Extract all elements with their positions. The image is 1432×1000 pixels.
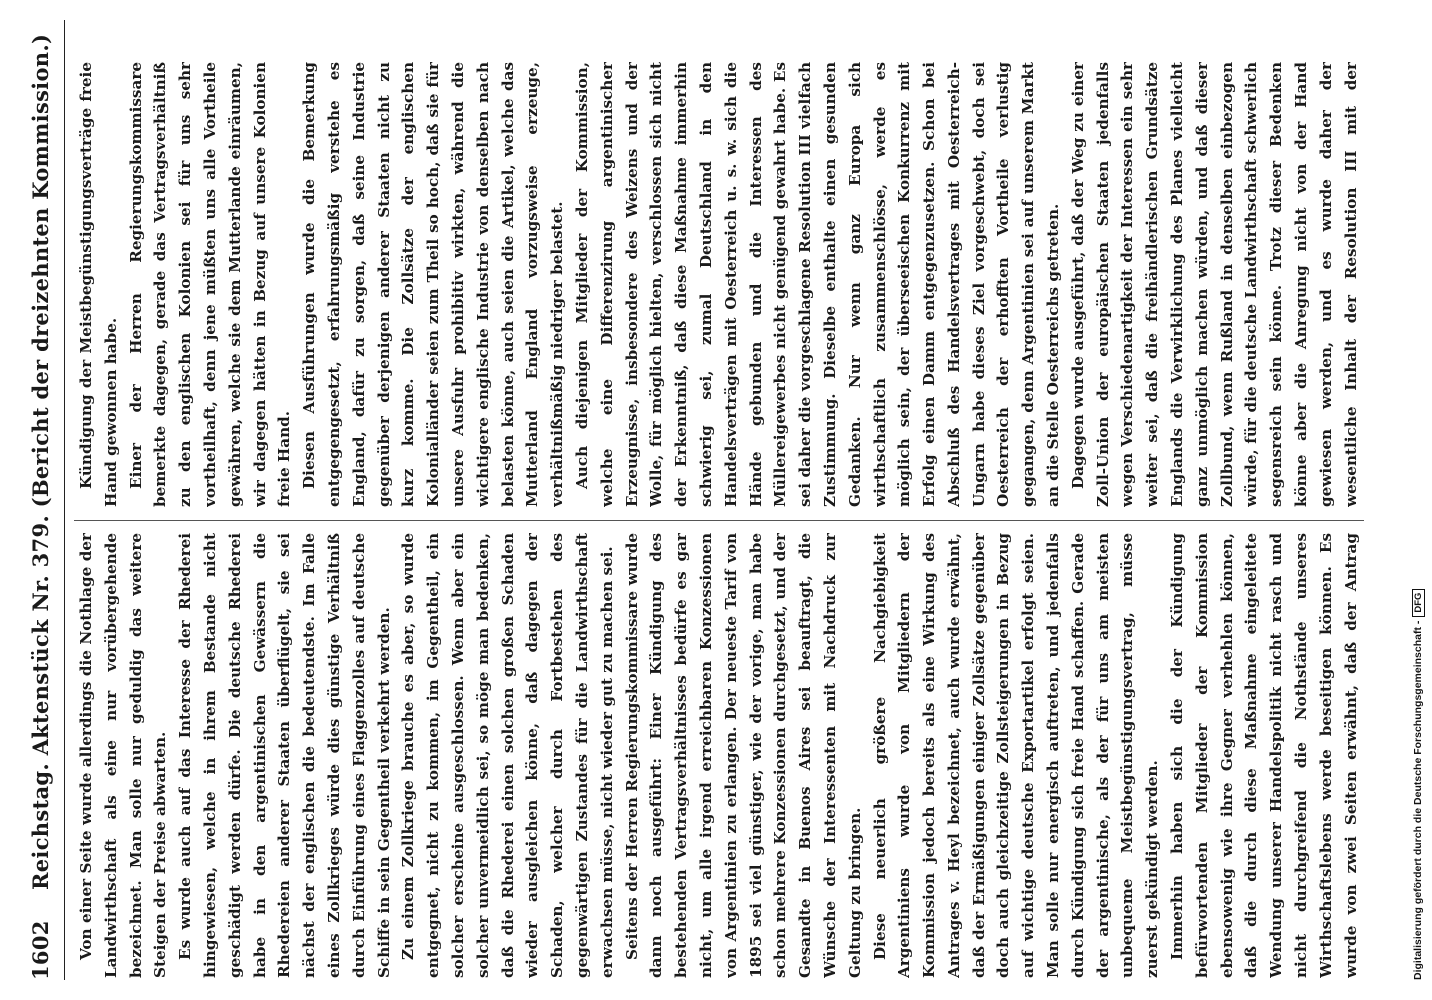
header-rule	[64, 20, 65, 980]
credit-text: Digitalisierung gefördert durch die Deutsche Forschungsgemeinschaft -	[1412, 620, 1424, 980]
page-title: Reichstag. Aktenstück Nr. 379. (Bericht der dreizehnten Kommission.)	[28, 33, 53, 890]
paragraph: Von einer Seite wurde allerdings die Nothlage der Landwirthschaft als eine nur vorübergehende bezeichnet. Man solle nur geduldig das weitere Steigen der Preise abwarten.	[77, 533, 170, 978]
text-column-right	[74, 62, 1364, 507]
running-head	[28, 20, 62, 980]
paragraph: Seitens der Herren Regierungskommissare wurde dann noch ausgeführt: Einer Kündigung des bestehenden Vertragsverhältnisses bedürfe es gar nicht, um alle irgend erreichbaren Konzessionen von Argentinien zu erlangen. Der neueste Tarif von 1895 sei viel günstiger, wie der vorige, man habe schon mehrere Konzessionen durchgesetzt, und der Gesandte in Buenos Aires sei beauftragt, die Wünsche der Interessenten mit Nachdruck zur Geltung zu bringen.	[622, 533, 864, 978]
text-column-left	[74, 533, 1364, 978]
paragraph: Einer der Herren Regierungskommissare bemerkte dagegen, gerade das Vertragsverhältniß zu den englischen Kolonien sei für uns sehr vortheilhaft, denn jene müßten uns alle Vortheile gewähren, welche sie dem Mutterlande einräumen, wir dagegen hätten in Bezug auf unsere Kolonien freie Hand.	[126, 62, 294, 507]
paragraph: Es wurde auch auf das Interesse der Rhederei hingewiesen, welche in ihrem Bestande nicht geschädigt werden dürfe. Die deutsche Rhederei habe in den argentinischen Gewässern die Rhedereien anderer Staaten überflügelt, sie sei nächst der englischen die bedeutendste. Im Falle eines Zollkrieges würde dies günstige Verhältniß durch Einführung eines Flaggenzolles auf deutsche Schiffe in sein Gegentheil verkehrt werden.	[176, 533, 393, 978]
page-number: 1602	[28, 920, 53, 980]
paragraph: Dagegen wurde ausgeführt, daß der Weg zu einer Zoll-Union der europäischen Staaten jedenfalls wegen Verschiedenartigkeit der Interessen ein sehr weiter sei, daß die freihändlerischen Grundsätze Englands die Verwirklichung des Planes vielleicht ganz unmöglich machen würden, und daß dieser Zollbund, wenn Rußland in denselben einbezogen würde, für die deutsche Landwirthschaft schwerlich segensreich sein könne. Trotz dieser Bedenken könne aber die Anregung nicht von der Hand gewiesen werden, und es wurde daher der wesentliche Inhalt der Resolution III mit der	[1068, 62, 1360, 507]
column-divider	[74, 520, 1364, 521]
digitization-credit	[1412, 20, 1425, 980]
paragraph: Immerhin haben sich die der Kündigung befürwortenden Mitglieder der Kommission ebensowenig wie ihre Gegner verhehlen können, daß die durch diese Maßnahme eingeleitete Wendung unserer Handelspolitik nicht rasch und nicht durchgreifend die Nothstände unseres Wirthschaftslebens werde beseitigen können. Es wurde von zwei Seiten erwähnt, daß der Antrag	[1168, 533, 1360, 978]
paragraph: Diese neuerlich größere Nachgiebigkeit Argentiniens wurde von Mitgliedern der Kommission jedoch bereits als eine Wirkung des Antrages v. Heyl bezeichnet, auch wurde erwähnt, daß der Ermäßigungen einiger Zollsätze gegenüber doch auch gleichzeitige Zollsteigerungen in Bezug auf wichtige deutsche Exportartikel erfolgt seien. Man solle nur energisch auftreten, und jedenfalls durch Kündigung sich freie Hand schaffen. Gerade der argentinische, als der für uns am meisten unbequeme Meistbegünstigungsvertrag, müsse zuerst gekündigt werden.	[870, 533, 1162, 978]
paragraph: Zu einem Zollkriege brauche es aber, so wurde entgegnet, nicht zu kommen, im Gegentheil, ein solcher erscheine ausgeschlossen. Wenn aber ein solcher unvermeidlich sei, so möge man bedenken, daß die Rhederei einen solchen großen Schaden wieder ausgleichen könne, daß dagegen der Schaden, welcher durch Fortbestehen des gegenwärtigen Zustandes für die Landwirthschaft erwachsen müsse, nicht wieder gut zu machen sei.	[399, 533, 616, 978]
paragraph: Kündigung der Meistbegünstigungsverträge freie Hand gewonnen habe.	[77, 62, 120, 507]
dfg-logo: DFG	[1412, 589, 1425, 617]
paragraph: Diesen Ausführungen wurde die Bemerkung entgegengesetzt, erfahrungsmäßig verstehe es England, dafür zu sorgen, daß seine Industrie gegenüber derjenigen anderer Staaten nicht zu kurz komme. Die Zollsätze der englischen Kolonialländer seien zum Theil so hoch, daß sie für unsere Ausfuhr prohibitiv wirkten, während die wichtigere englische Industrie von denselben nach belasten könne, auch seien die Artikel, welche das Mutterland England vorzugsweise erzeuge, verhältnißmäßig niedriger belastet.	[300, 62, 567, 507]
paragraph: Auch diejenigen Mitglieder der Kommission, welche eine Differenzirung argentinischer Erzeugnisse, insbesondere des Weizens und der Wolle, für möglich hielten, verschlossen sich nicht der Erkenntniß, daß diese Maßnahme immerhin schwierig sei, zumal Deutschland in den Handelsverträgen mit Oesterreich u. s. w. sich die Hände gebunden und die Interessen des Müllereigewerbes nicht genügend gewahrt habe. Es sei daher die vorgeschlagene Resolution III vielfach Zustimmung. Dieselbe enthalte einen gesunden Gedanken. Nur wenn ganz Europa sich wirthschaftlich zusammenschlösse, werde es möglich sein, der überseeischen Konkurrenz mit Erfolg einen Damm entgegenzusetzen. Schon bei Abschluß des Handelsvertrages mit Oesterreich-Ungarn habe dieses Ziel vorgeschwebt, doch sei Oesterreich der erhofften Vortheile verlustig gegangen, denn Argentinien sei auf unserem Markt an die Stelle Oesterreichs getreten.	[572, 62, 1063, 507]
